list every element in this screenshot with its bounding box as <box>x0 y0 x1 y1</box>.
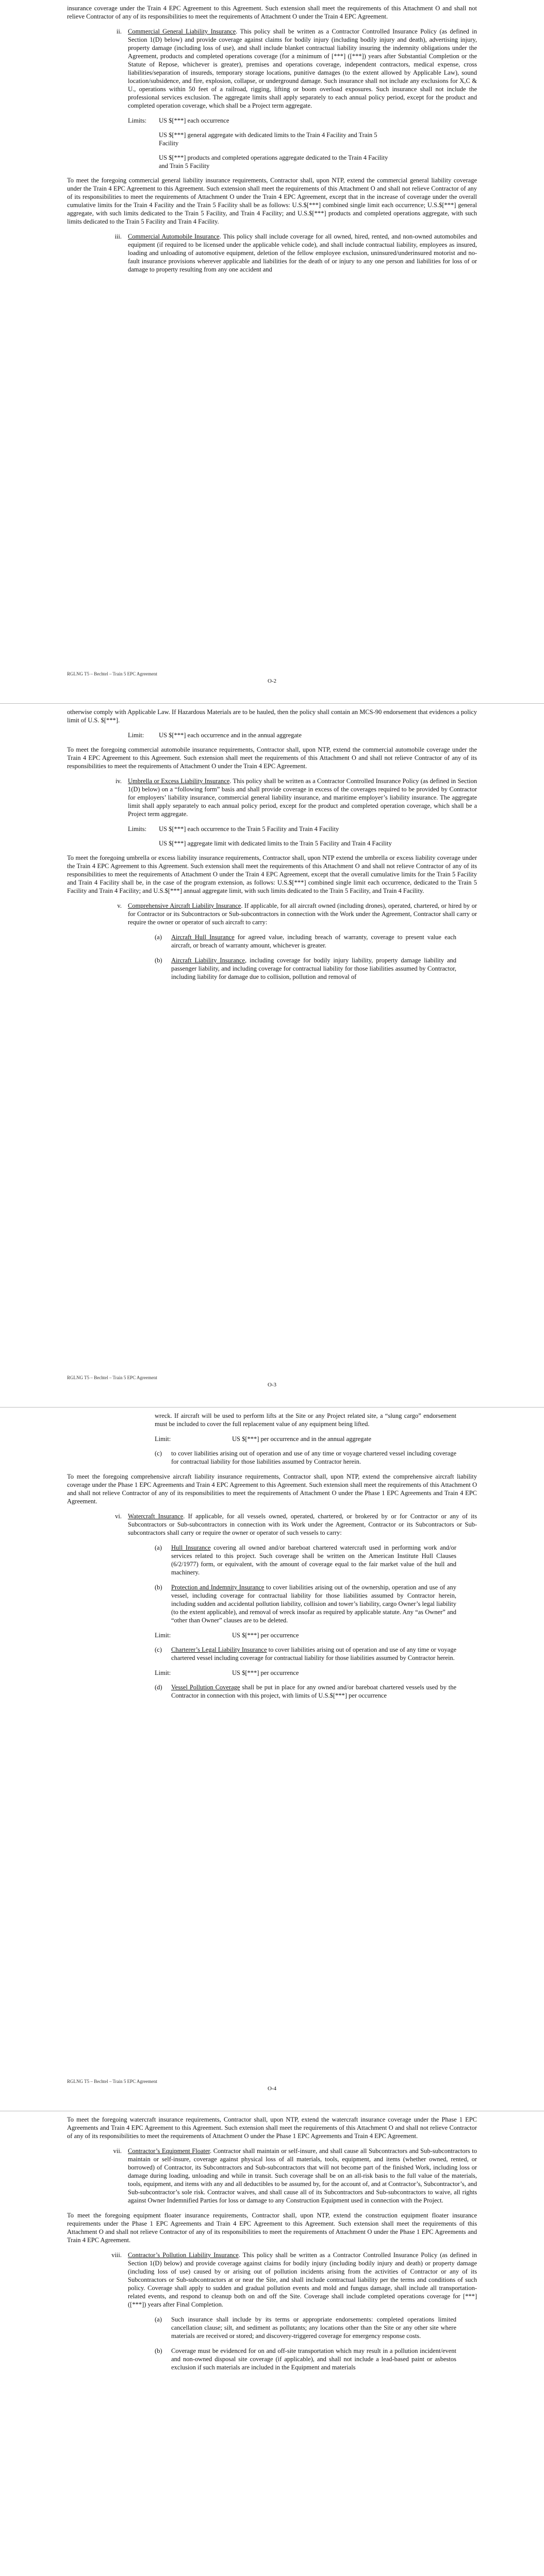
item-label: vi. <box>115 1513 122 1520</box>
sub-label: (b) <box>155 957 162 964</box>
limit-row <box>128 731 477 739</box>
item-text: . If applicable, for all aircraft owned (including drones), operated, chartered, or hired by or for Contractor or its Subcontractors or Sub-subcontractors in connection with the Work under the Agreement, Contractor shall carry or require the owner or operator of such aircraft to carry: <box>128 902 477 926</box>
sub-label: (a) <box>155 934 162 941</box>
sub-label: (c) <box>155 1450 162 1457</box>
limits-value: US $[***] aggregate limit with dedicated limits to the Train 5 Facility and Train 4 Facility <box>159 840 392 847</box>
sub-item-a <box>155 2315 456 2340</box>
body-paragraph: To meet the foregoing commercial general liability insurance requirements, Contractor shall, upon NTP, extend the commercial general liability coverage under the Train 4 EPC Agreement to this Agreement. Such extension shall meet the requirements of this Attachment O and shall not relieve Contractor of any of its responsibilities to meet the requirements of Attachment O under the Train 4 EPC Agreement, except that in the increase of coverage under the overall cumulative limits for the Train 4 Facility and the Train 5 Facility shall be as follows: U.S.$[***] combined single limit each occurrence; U.S.$[***] general aggregate, with such limits dedicated to the Train 5 Facility, and Train 4 Facility; and U.S.$[***] products and completed operations aggregate, with such limits dedicated to the Train 5 Facility and Train 4 Facility. <box>67 177 477 225</box>
limit-row <box>155 1631 477 1639</box>
limits-row <box>128 825 477 833</box>
sub-title: Aircraft Liability Insurance <box>171 957 245 964</box>
sub-label: (b) <box>155 1584 162 1591</box>
aircraft-liability-item <box>67 902 477 926</box>
sub-text: , including coverage for bodily injury liability, property damage liability and passenger liability, and including coverage for contractual liability for those liabilities assumed by Contractor, including liability for damage due to collision, pollution and removal of <box>171 957 456 980</box>
item-title: Umbrella or Excess Liability Insurance <box>128 777 230 785</box>
body-paragraph: To meet the foregoing equipment floater insurance requirements, Contractor shall, upon NTP, extend the construction equipment floater insurance requirements under the Phase 1 EPC Agreements and Train 4 EPC Agreement to this Agreement. Such extension shall meet the requirements of this Attachment O and shall not relieve Contractor of any of its responsibilities to meet the requirements of Attachment O under the Phase 1 EPC Agreements and Train 4 EPC Agreement. <box>67 2212 477 2244</box>
sub-text: for agreed value, including breach of warranty, coverage to present value each aircraft, or breach of warranty amount, whichever is greater. <box>171 934 456 949</box>
sub-text: to cover liabilities arising out of operation and use of any time or voyage chartered vessel including coverage for contractual liability for those liabilities assumed by Contractor herein. <box>171 1450 456 1465</box>
limit-row <box>155 1669 477 1677</box>
sub-text: to cover liabilities arising out of the ownership, operation and use of any vessel, including coverage for contractual liability for those liabilities assumed by Contractor herein, including sudden and accidental pollution liability, collision and tower’s liability, cargo Owner’s legal liability (to the extent applicable), and removal of wreck insofar as required by applicable statute. Any “as Owner” and “other than Owner” clauses are to be deleted. <box>171 1584 456 1624</box>
limits-label: Limits: <box>128 117 147 124</box>
limit-label: Limit: <box>155 1669 171 1676</box>
sub-label: (a) <box>155 2316 162 2323</box>
page-number: O-2 <box>267 678 277 684</box>
sub-text: to cover liabilities arising out of operation and use of any time or voyage chartered vessel including coverage for contractual liability for those liabilities assumed by Contractor herein. <box>171 1646 456 1662</box>
sub-label: (b) <box>155 2347 162 2354</box>
umbrella-liability-item <box>67 777 477 818</box>
item-title: Commercial Automobile Insurance <box>128 233 220 240</box>
item-text: . This policy shall include coverage for all owned, hired, rented, and non-owned automobiles and equipment (if required to be licensed under the applicable vehicle code), and shall include contractual liability, employees as insured, loading and unloading of automotive equipment, deletion of the fellow employee exclusion, uninsured/underinsured motorist and no-fault insurance provisions wherever applicable and liabilities for the death of or injury to any one person and liabilities for loss of or damage to property resulting from any one accident and <box>128 233 477 273</box>
item-text: . This policy shall be written as a Contractor Controlled Insurance Policy (as defined in Section 1(D) below) on a “following form” basis and shall provide coverage in excess of the coverages required to be provided by Contractor for employers’ liability insurance, commercial general liability insurance, and maritime employer’s liability insurance. The aggregate limit shall apply separately to each annual policy period, except for the product and completed operation coverage, which shall be a Project term aggregate. <box>128 777 477 818</box>
sub-label: (d) <box>155 1684 162 1691</box>
item-label: viii. <box>111 2251 122 2259</box>
item-title: Comprehensive Aircraft Liability Insurance <box>128 902 241 909</box>
page-footer <box>0 1374 544 1394</box>
sub-text: covering all owned and/or bareboat chartered watercraft used in performing work and/or services related to this project. Such coverage shall be written on the American Institute Hull Clauses (6/2/1977) form, or equivalent, with the amount of coverage equal to the fair market value of the hull and machinery. <box>171 1544 457 1576</box>
item-title: Commercial General Liability Insurance <box>128 28 236 35</box>
limit-value: US $[***] each occurrence and in the annual aggregate <box>159 732 302 739</box>
limits-value: US $[***] general aggregate with dedicated limits to the Train 4 Facility and Train 5 Facility <box>159 131 377 147</box>
sub-item-b <box>155 956 456 981</box>
item-title: Contractor’s Pollution Liability Insurance <box>128 2251 239 2259</box>
footer-text: RGLNG T5 – Bechtel – Train 5 EPC Agreement <box>67 2079 157 2084</box>
sub-text: Coverage must be evidenced for on and off-site transportation which may result in a pollution incident/event and non-owned disposal site coverage (if applicable), and shall not include a lead-based paint or asbestos exclusion if such materials are included in the Equipment and materials <box>171 2347 456 2371</box>
item-text: . If applicable, for all vessels owned, operated, chartered, or brokered by or for Contractor or any of its Subcontractors or Sub-subcontractors in connection with its Work under the Agreement, Contractor or its Subcontractors or Sub-subcontractors shall carry or require the owner or operator of such vessels to carry: <box>128 1513 477 1536</box>
limit-label: Limit: <box>155 1632 171 1639</box>
item-text: . This policy shall be written as a Contractor Controlled Insurance Policy (as defined in Section 1(D) below) and provide coverage against claims for bodily injury (including bodily injury and death), advertising injury, property damage (including loss of use), and shall include blanket contractual liability insuring the indemnity obligations under the Agreement, products and completed operations coverage (for a minimum of [***] ([***]) years after Substantial Completion or the Statute of Repose, whichever is greater), premises and operations coverage, independent contractors, medical expense, cross liabilities/separation of insureds, temporary storage locations, punitive damages (to the extent allowed by Applicable Law), sound location/subsidence, and fire, explosion, collapse, or underground damage. Such insurance shall not include any exclusions for X,C & U., operations within 50 feet of a railroad, rigging, lifting or boom overload exposures. Such insurance shall not include the professional services exclusion. The aggregate limits shall apply separately to each annual policy period, except for the product and completed operation coverage, which shall be a Project term aggregate. <box>128 28 477 109</box>
page-o4 <box>0 1408 544 2111</box>
page-number: O-4 <box>267 2086 277 2092</box>
limits-label: Limits: <box>128 825 147 833</box>
limit-label: Limit: <box>128 732 144 739</box>
page-o2 <box>0 0 544 703</box>
sub-title: Hull Insurance <box>171 1544 211 1551</box>
page-o3 <box>0 704 544 1407</box>
item-text: . Contractor shall maintain or self-insure, and shall cause all Subcontractors and Sub-subcontractors to maintain or self-insure, coverage against physical loss of all materials, tools, equipment, and items (whether owned, rented, or borrowed) of Contractor, its Subcontractors and Sub-subcontractors that will not become part of the finished Work, including loss or damage during loading, unloading and while in transit. Such coverage shall be on an all-risk basis to the full value of the materials, tools, equipment, and items with any and all deductibles to be assumed by, for the account of, and at Contractor’s, Subcontractor’s, and Sub-subcontractor’s sole risk. Contractor waives, and shall cause all of its Subcontractors and Sub-subcontractors to waive, all rights against Owner Indemnified Parties for loss or damage to any Construction Equipment used in connection with the Project. <box>128 2147 477 2204</box>
sub-title: Protection and Indemnity Insurance <box>171 1584 265 1591</box>
limit-value: US $[***] per occurrence and in the annual aggregate <box>232 1435 372 1443</box>
sub-item-a <box>155 933 456 950</box>
pollution-liability-item <box>67 2251 477 2309</box>
sub-item-c <box>155 1449 456 1466</box>
limits-value: US $[***] each occurrence to the Train 5 Facility and Train 4 Facility <box>159 825 339 833</box>
item-text: . This policy shall be written as a Contractor Controlled Insurance Policy (as defined in Section 1(D) below) and provide coverage against claims for bodily injury (including bodily injury and death) or property damage (including loss of use) caused by or arising out of pollution incidents arising from the activities of Contractor or any of its Subcontractors or Sub-subcontractors at or near the Site, and shall include contractual liability per the terms and conditions of such policy. Coverage shall apply to sudden and gradual pollution events and mold and fungus damage, shall include all transportation-related events, and respond to cleanup both on and off the Site. Coverage shall include completed operations coverage for [***] ([***]) years after Final Completion. <box>128 2251 477 2308</box>
body-paragraph: To meet the foregoing watercraft insurance requirements, Contractor shall, upon NTP, extend the watercraft insurance coverage under the Phase 1 EPC Agreements and Train 4 EPC Agreement to this Agreement. Such extension shall meet the requirements of this Attachment O and shall not relieve Contractor of any of its responsibilities to meet the requirements of Attachment O under the Phase 1 EPC Agreements and Train 4 EPC Agreement. <box>67 2116 477 2140</box>
page-number: O-3 <box>267 1382 277 1388</box>
sub-item-d <box>155 1683 456 1700</box>
item-title: Watercraft Insurance <box>128 1513 184 1520</box>
sub-text: Such insurance shall include by its terms or appropriate endorsements: completed operations limited cancellation clause; silt, and sediment as pollutants; any locations other than the Site or any other site where materials are received or stored; and discovery-triggered coverage for emergency response costs. <box>171 2316 456 2340</box>
body-paragraph: To meet the foregoing comprehensive aircraft liability insurance requirements, Contractor shall, upon NTP, extend the comprehensive aircraft liability coverage under the Phase 1 EPC Agreements and Train 4 EPC Agreement to this Agreement. Such extension shall meet the requirements of this Attachment O and shall not relieve Contractor of any of its responsibilities to meet the requirements of Attachment O under the Phase 1 EPC Agreements and Train 4 EPC Agreement. <box>67 1473 477 1505</box>
limit-value: US $[***] per occurrence <box>232 1632 299 1639</box>
body-paragraph: To meet the foregoing commercial automobile insurance requirements, Contractor shall, upon NTP, extend the commercial automobile coverage under the Train 4 EPC Agreement to this Agreement. Such extension shall meet the requirements of this Attachment O and shall not relieve Contractor of any of its responsibilities to meet the requirements of Attachment O under the Train 4 EPC Agreement. <box>67 746 477 770</box>
watercraft-insurance-item <box>67 1512 477 1537</box>
item-label: vii. <box>113 2147 122 2155</box>
sub-item-a <box>155 1544 456 1577</box>
limits-value: US $[***] products and completed operations aggregate dedicated to the Train 4 Facility and Train 5 Facility <box>159 154 388 170</box>
sub-text: shall be put in place for any owned and/or bareboat chartered vessels used by the Contractor in connection with this project, with limits of U.S.$[***] per occurrence <box>171 1684 456 1699</box>
sub-title: Vessel Pollution Coverage <box>171 1684 240 1691</box>
item-label: iv. <box>115 777 122 785</box>
page-footer <box>0 670 544 690</box>
item-label: iii. <box>114 233 122 240</box>
sub-title: Aircraft Hull Insurance <box>171 934 235 941</box>
page-footer <box>0 2077 544 2098</box>
sub-item-b <box>155 2347 456 2371</box>
item-label: ii. <box>116 28 122 35</box>
limits-row <box>128 116 477 125</box>
sub-label: (c) <box>155 1646 162 1653</box>
equipment-floater-item <box>67 2147 477 2205</box>
carry-paragraph: wreck. If aircraft will be used to perform lifts at the Site or any Project related site, a “slung cargo” endorsement must be included to cover the full replacement value of any equipment being lifted. <box>155 1412 456 1428</box>
carry-paragraph: insurance coverage under the Train 4 EPC Agreement to this Agreement. Such extension shall meet the requirements of this Attachment O and shall not relieve Contractor of any of its responsibilities to meet the requirements of Attachment O under the Train 4 EPC Agreement. <box>67 5 477 20</box>
sub-item-b <box>155 1583 456 1624</box>
item-label: v. <box>117 902 122 909</box>
limit-row <box>155 1435 477 1443</box>
commercial-general-liability-item <box>67 27 477 110</box>
limit-label: Limit: <box>155 1435 171 1443</box>
limit-value: US $[***] per occurrence <box>232 1669 299 1676</box>
body-paragraph: To meet the foregoing umbrella or excess liability insurance requirements, Contractor shall, upon NTP extend the umbrella or excess liability coverage under the Train 4 EPC Agreement to this Agreement. Such extension shall meet the requirements of this Attachment O and shall not relieve Contractor of any of its responsibilities to meet the requirements of Attachment O under the Train 4 EPC Agreement, except that the overall cumulative limits for the Train 5 Facility and Train 4 Facility shall be, in the case of the program extension, as follows: U.S.$[***] combined single limit each occurrence, dedicated to the Train 5 Facility and Train 4 Facility; and U.S.$[***] annual aggregate limit, with such limits dedicated to the Train 5 Facility, and Train 4 Facility. <box>67 854 477 894</box>
sub-label: (a) <box>155 1544 162 1551</box>
sub-title: Charterer’s Legal Liability Insurance <box>171 1646 267 1653</box>
sub-item-c <box>155 1646 456 1662</box>
commercial-automobile-item <box>67 232 477 274</box>
footer-text: RGLNG T5 – Bechtel – Train 5 EPC Agreement <box>67 1375 157 1380</box>
page-o5 <box>0 2111 544 2576</box>
footer-text: RGLNG T5 – Bechtel – Train 5 EPC Agreement <box>67 671 157 676</box>
limits-value: US $[***] each occurrence <box>159 117 229 124</box>
item-title: Contractor’s Equipment Floater <box>128 2147 210 2155</box>
carry-paragraph: otherwise comply with Applicable Law. If Hazardous Materials are to be hauled, then the policy shall contain an MCS-90 endorsement that evidences a policy limit of U.S. $[***]. <box>67 708 477 724</box>
